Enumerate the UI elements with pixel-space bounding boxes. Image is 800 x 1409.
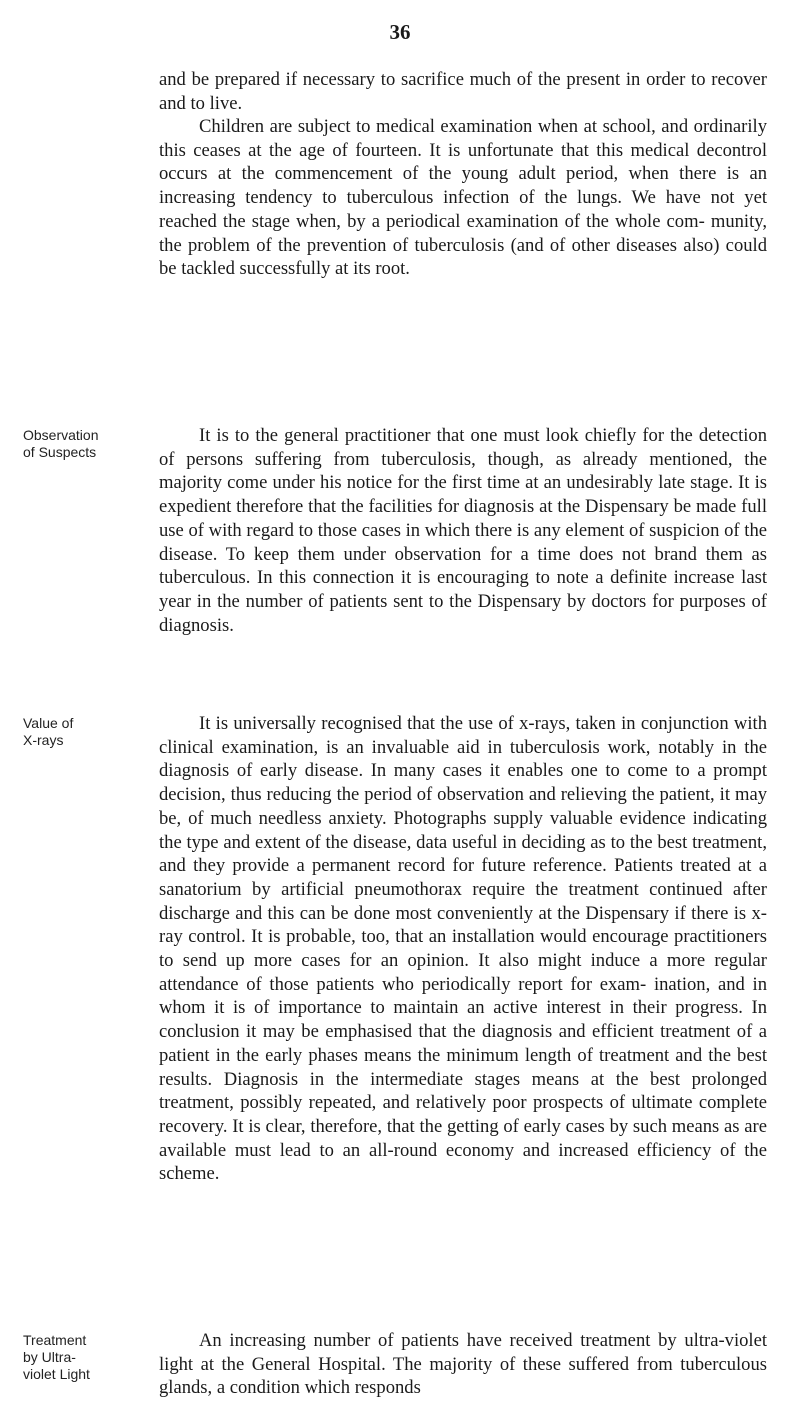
margin-note-observation-of-suspects: Observation of Suspects	[23, 427, 99, 460]
margin-note-ultraviolet-treatment: Treatment by Ultra- violet Light	[23, 1332, 90, 1382]
paragraph-school-examination: Children are subject to medical examination when at school, and ordinarily this ceases at the age of fourteen. It is unfortunate that this medical decontrol occurs at the commencement of the young adult period, when there is an increasing tendency to tuberculous infection of the lungs. We have not yet reached the stage when, by a periodical examination of the whole com- munity, the problem of the prevention of tuberculosis (and of other diseases also) could be tackled successfully at its root.	[159, 116, 767, 280]
paragraph-ultraviolet-treatment: An increasing number of patients have received treatment by ultra-violet light at the General Hospital. The majority of these suffered from tuberculous glands, a condition which responds	[159, 1330, 767, 1399]
paragraph-value-of-xrays: It is universally recognised that the use of x-rays, taken in conjunction with clinical examination, is an invaluable aid in tuberculosis work, notably in the diagnosis of early disease. In many cases it enables one to come to a prompt decision, thus reducing the period of observation and relieving the patient, it may be, of much needless anxiety. Photographs supply valuable evidence indicating the type and extent of the disease, data useful in deciding as to the best treatment, and they provide a permanent record for future reference. Patients treated at a sanatorium by artificial pneumothorax require the treatment continued after discharge and this can be done most conveniently at the Dispensary if there is x-ray control. It is probable, too, that an installation would encourage practitioners to send up more cases for an opinion. It also might induce a more regular attendance of those patients who periodically report for exam- ination, and in whom it is of importance to maintain an active interest in their progress. In conclusion it may be emphasised that the diagnosis and efficient treatment of a patient in the early phases means the minimum length of treatment and the best results. Diagnosis in the intermediate stages means at the best prolonged treatment, possibly repeated, and relatively poor prospects of ultimate complete recovery. It is clear, therefore, that the getting of early cases by such means as are available must lead to an all-round economy and increased efficiency of the scheme.	[159, 713, 767, 1185]
paragraph-observation-of-suspects: It is to the general practitioner that one must look chiefly for the detection of persons suffering from tuberculosis, though, as already mentioned, the majority come under his notice for the first time at an undesirably late stage. It is expedient therefore that the facilities for diagnosis at the Dispensary be made full use of with regard to those cases in which there is any element of suspicion of the disease. To keep them under observation for a time does not brand them as tuberculous. In this connection it is encouraging to note a definite increase last year in the number of patients sent to the Dispensary by doctors for purposes of diagnosis.	[159, 425, 767, 636]
page-number: 36	[389, 20, 411, 44]
paragraph-continuation: and be prepared if necessary to sacrifice much of the present in order to recover and to live.	[159, 69, 767, 114]
margin-note-value-of-xrays: Value of X-rays	[23, 715, 74, 748]
